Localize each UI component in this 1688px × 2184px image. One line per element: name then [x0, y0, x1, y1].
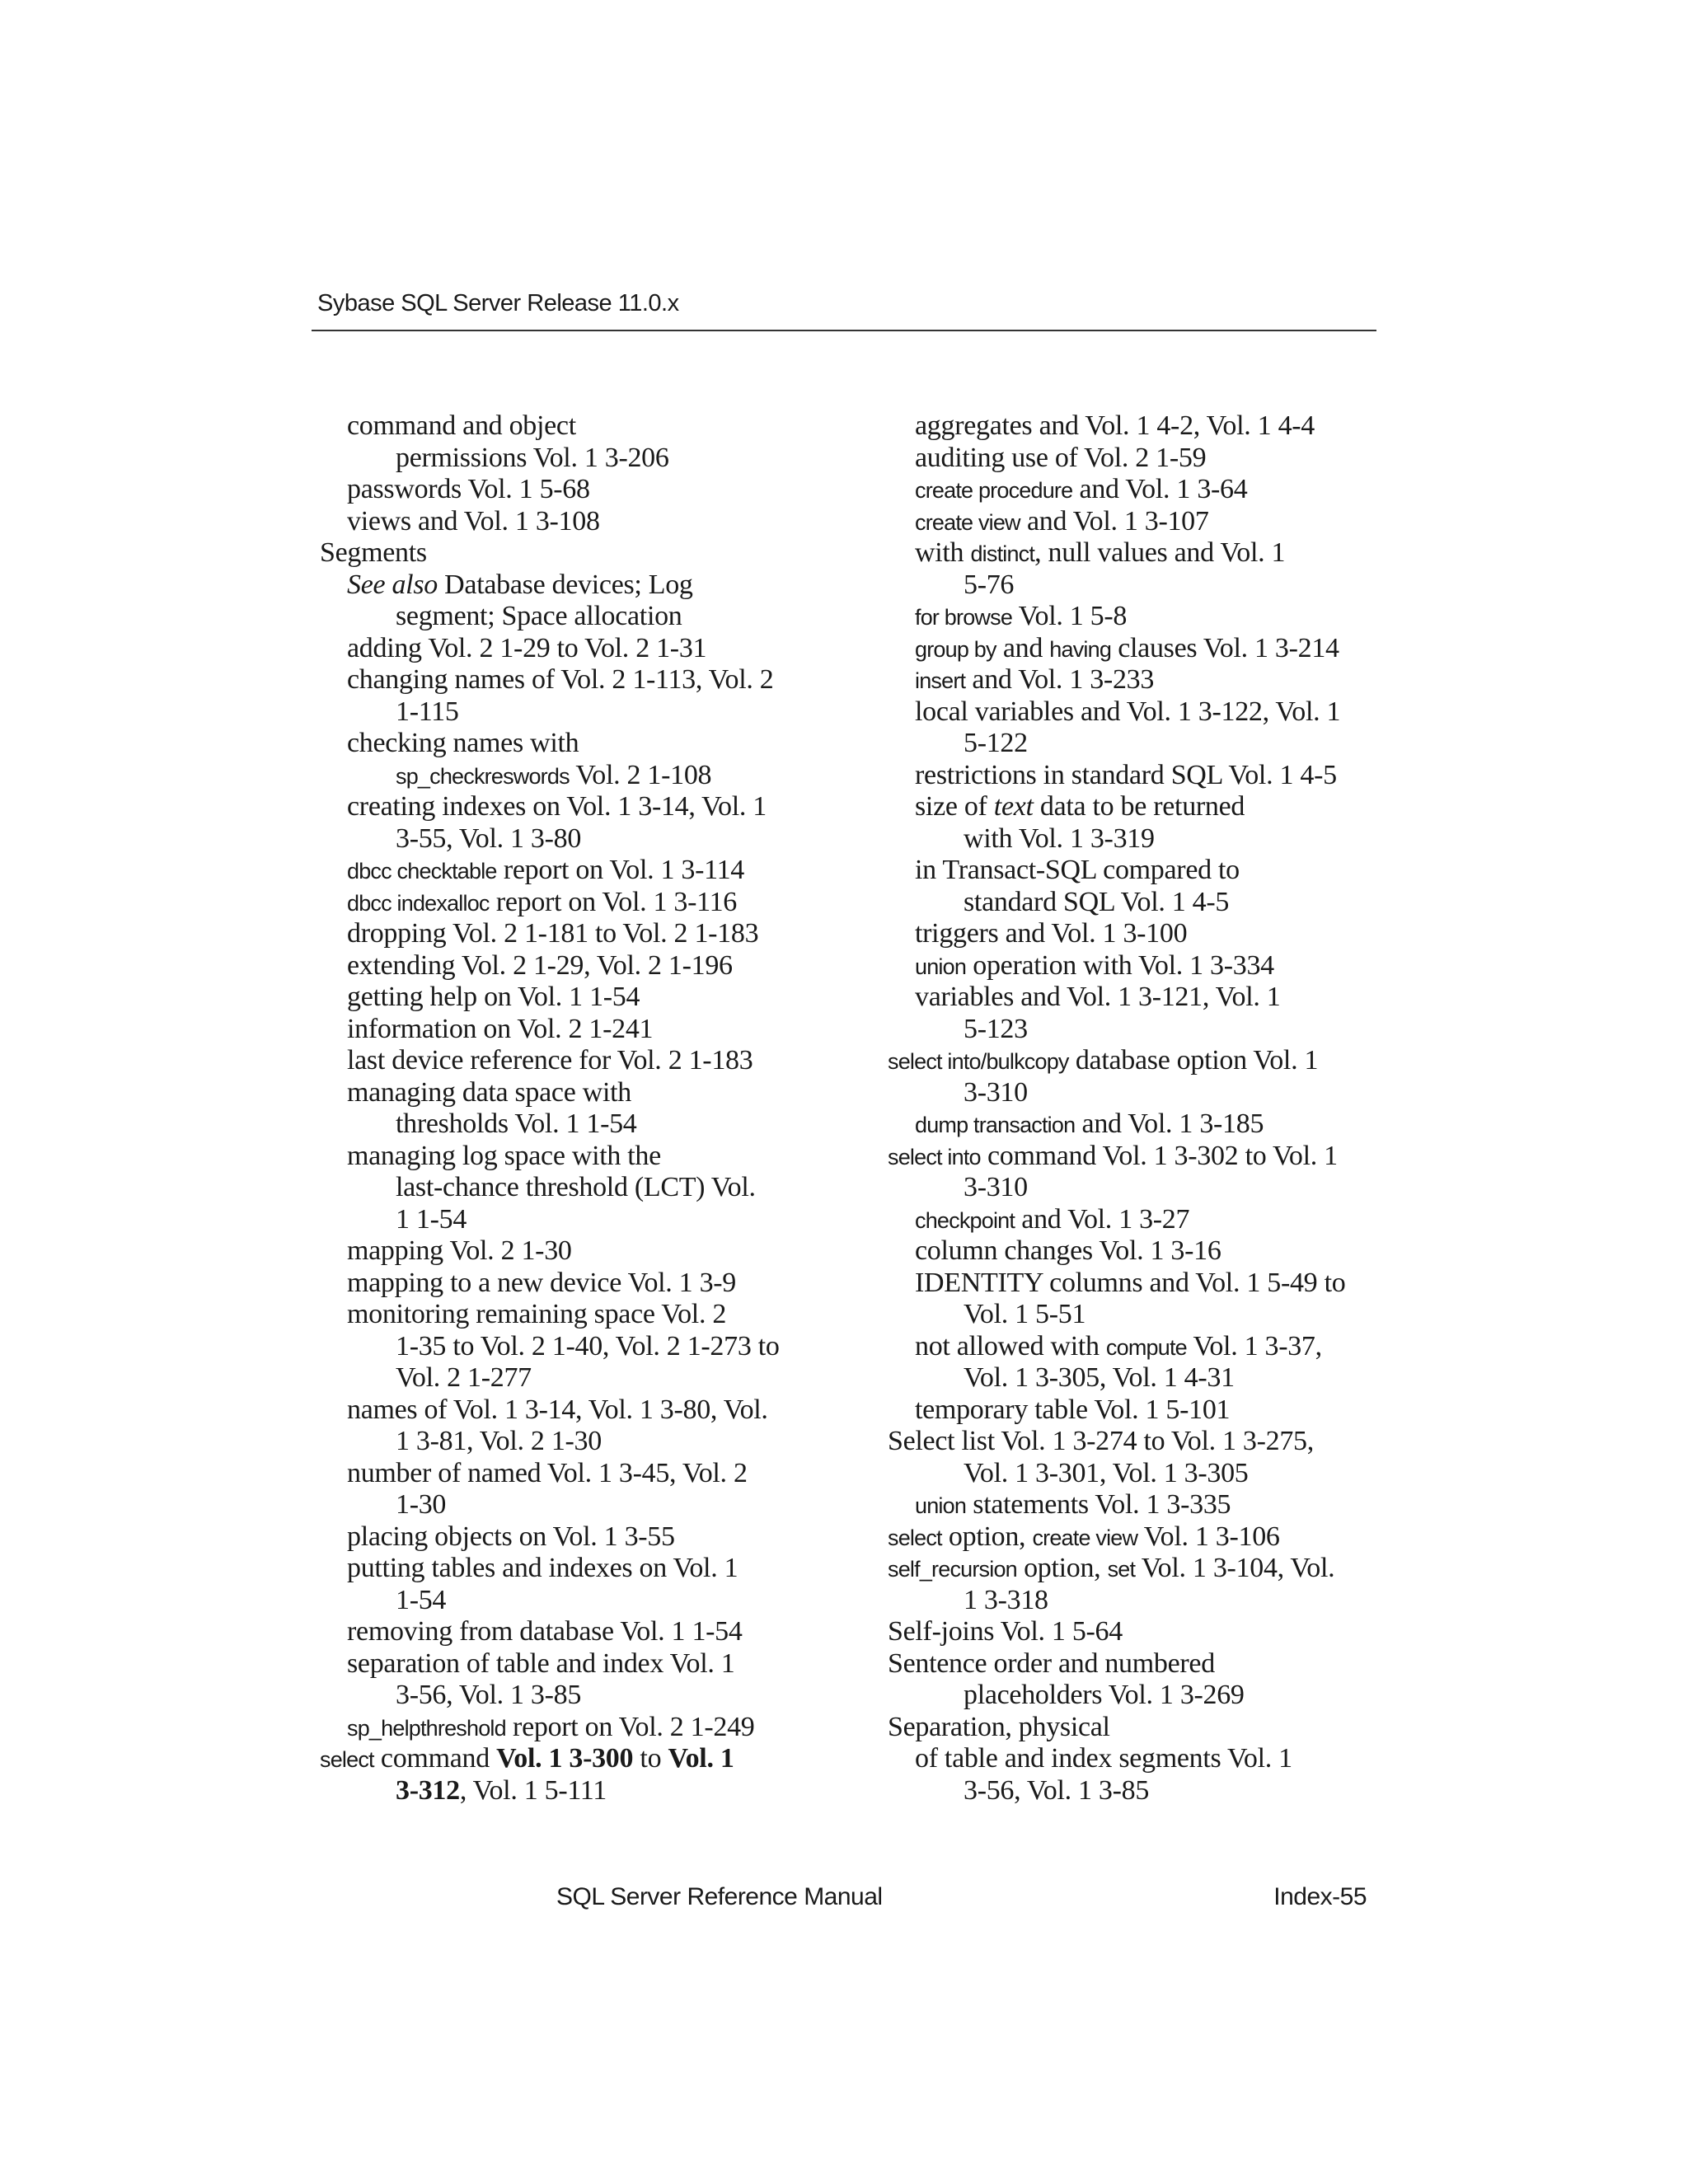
- index-entry-line: [320, 1045, 831, 1077]
- index-entry-line: [888, 728, 1399, 760]
- index-entry-text: Vol. 1 3-301, Vol. 1 3-305: [964, 1457, 1249, 1488]
- index-entry-text: having: [1049, 636, 1112, 662]
- index-entry-text: restrictions in standard SQL Vol. 1 4-5: [915, 759, 1337, 790]
- index-entry-text: creating indexes on Vol. 1 3-14, Vol. 1: [347, 791, 767, 822]
- index-entry-line: [320, 696, 831, 729]
- index-entry-text: and: [996, 632, 1050, 663]
- index-entry-text: aggregates and Vol. 1 4-2, Vol. 1 4-4: [915, 410, 1315, 441]
- index-entry-text: 5-122: [964, 728, 1028, 758]
- index-entry-text: placing objects on Vol. 1 3-55: [347, 1521, 675, 1552]
- index-entry-text: statements Vol. 1 3-335: [966, 1489, 1231, 1520]
- index-entry-text: and Vol. 1 3-233: [965, 664, 1155, 695]
- index-entry-line: [888, 1712, 1399, 1744]
- index-entry-text: Sentence order and numbered: [888, 1647, 1215, 1679]
- index-entry-line: [320, 601, 831, 633]
- index-entry-text: 1-35 to Vol. 2 1-40, Vol. 2 1-273 to: [396, 1330, 780, 1361]
- index-entry-line: [888, 1172, 1399, 1204]
- index-entry-line: [320, 728, 831, 760]
- index-entry-line: [320, 1521, 831, 1554]
- running-header: Sybase SQL Server Release 11.0.x: [317, 290, 679, 316]
- index-entry-text: with: [915, 537, 971, 568]
- index-entry-text: Vol. 1 3-305, Vol. 1 4-31: [964, 1362, 1235, 1393]
- index-entry-text: Vol. 1: [668, 1743, 734, 1774]
- index-entry-line: [888, 1141, 1399, 1173]
- index-entry-text: removing from database Vol. 1 1-54: [347, 1616, 743, 1647]
- index-entry-line: [888, 855, 1399, 887]
- index-entry-text: to: [633, 1743, 668, 1774]
- index-entry-text: 3-56, Vol. 1 3-85: [396, 1680, 582, 1710]
- index-entry-text: text: [993, 791, 1034, 822]
- index-entry-text: Vol. 1 3-104, Vol.: [1135, 1553, 1335, 1583]
- index-entry-text: select: [888, 1525, 942, 1550]
- index-entry-text: monitoring remaining space Vol. 2: [347, 1299, 727, 1329]
- index-entry-text: sp_checkreswords: [396, 763, 570, 789]
- index-entry-line: [888, 1108, 1399, 1141]
- index-entry-text: 3-310: [964, 1076, 1028, 1108]
- index-entry-line: [320, 474, 831, 506]
- index-entry-text: 1-115: [396, 696, 459, 727]
- index-entry-text: last-chance threshold (LCT) Vol.: [396, 1172, 756, 1202]
- index-entry-text: create view: [915, 509, 1020, 535]
- index-entry-text: group by: [915, 636, 996, 662]
- index-entry-line: [320, 569, 831, 602]
- index-entry-text: command: [373, 1743, 497, 1774]
- index-entry-text: dump transaction: [915, 1113, 1076, 1137]
- index-entry-text: checkpoint: [915, 1207, 1015, 1233]
- index-entry-text: 3-55, Vol. 1 3-80: [396, 823, 582, 854]
- index-entry-line: [320, 1204, 831, 1236]
- index-entry-text: passwords Vol. 1 5-68: [347, 474, 590, 504]
- index-entry-line: [320, 1775, 831, 1807]
- index-entry-text: 3-312: [396, 1774, 460, 1806]
- index-entry-line: [320, 1489, 831, 1521]
- index-entry-text: views and Vol. 1 3-108: [347, 505, 600, 537]
- index-entry-line: [888, 633, 1399, 665]
- index-entry-text: 1-30: [396, 1489, 447, 1520]
- index-entry-text: size of: [915, 791, 994, 822]
- index-entry-text: and Vol. 1 3-64: [1072, 474, 1248, 504]
- index-entry-text: compute: [1105, 1334, 1187, 1360]
- index-entry-text: IDENTITY columns and Vol. 1 5-49 to: [915, 1267, 1346, 1298]
- index-entry-text: variables and Vol. 1 3-121, Vol. 1: [915, 982, 1281, 1012]
- index-entry-text: and Vol. 1 3-107: [1020, 505, 1209, 537]
- index-entry-text: , Vol. 1 5-111: [459, 1774, 607, 1806]
- index-entry-line: [320, 1172, 831, 1204]
- index-entry-text: 1 3-318: [964, 1584, 1048, 1615]
- index-entry-text: checking names with: [347, 728, 579, 758]
- index-entry-text: and Vol. 1 3-185: [1075, 1108, 1264, 1139]
- index-entry-text: number of named Vol. 1 3-45, Vol. 2: [347, 1457, 748, 1488]
- index-entry-line: [888, 1045, 1399, 1077]
- index-entry-line: [320, 1108, 831, 1141]
- index-entry-line: [888, 1616, 1399, 1648]
- index-column-left: [320, 410, 831, 1807]
- index-entry-text: 3-56, Vol. 1 3-85: [964, 1774, 1150, 1806]
- index-entry-line: [888, 1743, 1399, 1775]
- index-entry-line: [320, 1077, 831, 1109]
- index-entry-line: [320, 1394, 831, 1427]
- index-entry-line: [320, 410, 831, 443]
- index-entry-text: 5-123: [964, 1013, 1028, 1044]
- index-entry-line: [320, 1268, 831, 1300]
- index-entry-text: names of Vol. 1 3-14, Vol. 1 3-80, Vol.: [347, 1394, 768, 1425]
- index-entry-line: [320, 633, 831, 665]
- index-entry-text: insert: [915, 668, 966, 693]
- index-entry-line: [888, 1489, 1399, 1521]
- index-entry-text: not allowed with: [915, 1330, 1106, 1361]
- index-entry-line: [888, 1077, 1399, 1109]
- index-entry-line: [320, 887, 831, 919]
- index-entry-text: option,: [941, 1521, 1033, 1552]
- footer-page-number: Index-55: [1273, 1883, 1367, 1910]
- index-entry-text: Separation, physical: [888, 1711, 1110, 1742]
- index-entry-text: mapping to a new device Vol. 1 3-9: [347, 1267, 737, 1298]
- index-entry-line: [888, 664, 1399, 696]
- index-entry-line: [320, 918, 831, 950]
- index-entry-line: [888, 1394, 1399, 1427]
- index-entry-line: [320, 1331, 831, 1363]
- index-entry-line: [320, 1426, 831, 1458]
- index-entry-line: [888, 569, 1399, 602]
- index-entry-line: [320, 1235, 831, 1268]
- index-entry-line: [320, 1648, 831, 1680]
- index-entry-text: and Vol. 1 3-27: [1015, 1203, 1190, 1235]
- index-entry-text: adding Vol. 2 1-29 to Vol. 2 1-31: [347, 632, 707, 663]
- index-entry-line: [320, 760, 831, 792]
- index-entry-line: [888, 950, 1399, 982]
- index-column-right: [888, 410, 1399, 1807]
- index-entry-text: sp_helpthreshold: [347, 1715, 506, 1741]
- index-entry-line: [888, 1585, 1399, 1617]
- index-entry-text: distinct: [970, 541, 1035, 566]
- index-entry-text: dbcc indexalloc: [347, 890, 490, 916]
- index-entry-line: [888, 1521, 1399, 1554]
- index-entry-text: segment; Space allocation: [396, 601, 682, 631]
- index-entry-line: [320, 1458, 831, 1490]
- index-entry-text: select into/bulkcopy: [888, 1049, 1069, 1074]
- index-entry-text: Vol. 1 5-8: [1012, 601, 1128, 631]
- index-entry-text: Vol. 1 3-37,: [1186, 1330, 1322, 1361]
- index-entry-text: Vol. 1 3-106: [1137, 1521, 1280, 1552]
- index-entry-text: extending Vol. 2 1-29, Vol. 2 1-196: [347, 949, 733, 981]
- index-entry-text: Vol. 1 3-300: [496, 1743, 634, 1774]
- index-entry-line: [320, 855, 831, 887]
- index-entry-text: clauses Vol. 1 3-214: [1111, 632, 1339, 663]
- index-entry-text: create view: [1032, 1525, 1138, 1550]
- index-entry-text: Vol. 2 1-108: [569, 759, 712, 790]
- index-entry-text: managing log space with the: [347, 1140, 661, 1171]
- index-entry-text: local variables and Vol. 1 3-122, Vol. 1: [915, 696, 1341, 727]
- index-entry-line: [320, 1014, 831, 1046]
- index-entry-text: dbcc checktable: [347, 859, 497, 883]
- index-entry-line: [888, 918, 1399, 950]
- index-entry-line: [888, 1235, 1399, 1268]
- index-entry-line: [320, 982, 831, 1014]
- index-entry-line: [888, 791, 1399, 823]
- index-entry-text: union: [915, 954, 967, 979]
- index-entry-line: [888, 696, 1399, 729]
- index-entry-line: [888, 823, 1399, 855]
- index-entry-line: [888, 1299, 1399, 1331]
- index-entry-line: [320, 1743, 831, 1775]
- index-entry-line: [320, 1680, 831, 1712]
- index-entry-text: dropping Vol. 2 1-181 to Vol. 2 1-183: [347, 918, 759, 949]
- index-entry-text: putting tables and indexes on Vol. 1: [347, 1553, 738, 1583]
- index-entry-line: [888, 1775, 1399, 1807]
- index-entry-text: information on Vol. 2 1-241: [347, 1013, 654, 1044]
- index-entry-line: [888, 1458, 1399, 1490]
- index-entry-line: [320, 1616, 831, 1648]
- index-entry-line: [888, 760, 1399, 792]
- index-entry-text: Database devices; Log: [437, 569, 693, 600]
- index-entry-text: Vol. 2 1-277: [396, 1362, 532, 1393]
- index-entry-line: [320, 506, 831, 538]
- index-entry-line: [888, 601, 1399, 633]
- index-entry-text: 1-54: [396, 1584, 447, 1615]
- index-entry-text: See also: [347, 569, 438, 600]
- index-entry-text: command Vol. 1 3-302 to Vol. 1: [980, 1140, 1338, 1171]
- index-entry-text: managing data space with: [347, 1076, 631, 1108]
- index-entry-text: of table and index segments Vol. 1: [915, 1743, 1292, 1774]
- index-entry-text: changing names of Vol. 2 1-113, Vol. 2: [347, 664, 774, 695]
- index-entry-text: select into: [888, 1144, 981, 1169]
- index-entry-line: [888, 1204, 1399, 1236]
- index-entry-line: [320, 664, 831, 696]
- index-entry-text: , null values and Vol. 1: [1034, 537, 1286, 568]
- index-entry-text: separation of table and index Vol. 1: [347, 1647, 735, 1679]
- index-entry-text: getting help on Vol. 1 1-54: [347, 982, 640, 1012]
- index-entry-line: [888, 1268, 1399, 1300]
- index-entry-text: 1 3-81, Vol. 2 1-30: [396, 1426, 602, 1456]
- footer-manual-title: SQL Server Reference Manual: [556, 1883, 883, 1910]
- index-entry-text: option,: [1016, 1553, 1108, 1583]
- index-entry-line: [888, 887, 1399, 919]
- index-entry-text: in Transact-SQL compared to: [915, 855, 1240, 885]
- index-entry-text: command and object: [347, 410, 576, 441]
- index-entry-line: [888, 1331, 1399, 1363]
- index-entry-line: [320, 1362, 831, 1394]
- index-entry-line: [888, 1362, 1399, 1394]
- index-entry-line: [888, 410, 1399, 443]
- index-entry-text: auditing use of Vol. 2 1-59: [915, 442, 1207, 473]
- index-entry-line: [320, 823, 831, 855]
- index-entry-text: 5-76: [964, 569, 1015, 600]
- index-entry-line: [888, 1553, 1399, 1585]
- index-entry-text: 3-310: [964, 1172, 1028, 1202]
- index-entry-line: [888, 1680, 1399, 1712]
- index-entry-text: union: [915, 1493, 967, 1518]
- index-entry-line: [888, 1014, 1399, 1046]
- index-entry-text: create procedure: [915, 478, 1073, 503]
- index-entry-line: [320, 537, 831, 569]
- index-entry-text: operation with Vol. 1 3-334: [966, 949, 1274, 981]
- index-entry-text: triggers and Vol. 1 3-100: [915, 918, 1188, 949]
- index-entry-text: report on Vol. 1 3-114: [496, 855, 744, 885]
- header-rule: [312, 330, 1376, 331]
- index-entry-line: [320, 950, 831, 982]
- index-entry-text: data to be returned: [1033, 791, 1245, 822]
- index-entry-text: report on Vol. 1 3-116: [489, 886, 737, 917]
- index-entry-text: with Vol. 1 3-319: [964, 823, 1155, 854]
- index-entry-line: [888, 506, 1399, 538]
- index-entry-text: 1 1-54: [396, 1203, 467, 1235]
- index-entry-line: [320, 1141, 831, 1173]
- index-entry-text: placeholders Vol. 1 3-269: [964, 1680, 1245, 1710]
- index-entry-text: report on Vol. 2 1-249: [505, 1711, 755, 1742]
- index-entry-text: permissions Vol. 1 3-206: [396, 442, 669, 473]
- index-entry-line: [888, 1648, 1399, 1680]
- index-entry-line: [320, 1712, 831, 1744]
- index-entry-text: select: [320, 1747, 374, 1772]
- index-entry-text: last device reference for Vol. 2 1-183: [347, 1045, 753, 1076]
- index-entry-text: temporary table Vol. 1 5-101: [915, 1394, 1231, 1425]
- index-entry-line: [320, 791, 831, 823]
- index-entry-text: for browse: [915, 605, 1013, 630]
- index-entry-text: mapping Vol. 2 1-30: [347, 1235, 572, 1266]
- index-entry-line: [888, 982, 1399, 1014]
- index-entry-text: Self-joins Vol. 1 5-64: [888, 1616, 1123, 1647]
- index-entry-text: database option Vol. 1: [1068, 1045, 1319, 1076]
- index-entry-text: Segments: [320, 537, 427, 568]
- index-entry-line: [320, 1585, 831, 1617]
- index-entry-line: [320, 1553, 831, 1585]
- index-entry-line: [320, 443, 831, 475]
- index-entry-text: set: [1107, 1557, 1136, 1582]
- index-entry-line: [320, 1299, 831, 1331]
- index-entry-text: column changes Vol. 1 3-16: [915, 1235, 1221, 1266]
- index-entry-line: [888, 537, 1399, 569]
- index-entry-text: Vol. 1 5-51: [964, 1299, 1086, 1329]
- index-entry-line: [888, 443, 1399, 475]
- index-entry-line: [888, 1426, 1399, 1458]
- index-entry-line: [888, 474, 1399, 506]
- index-entry-text: self_recursion: [888, 1557, 1017, 1582]
- index-entry-text: Select list Vol. 1 3-274 to Vol. 1 3-275,: [888, 1426, 1314, 1456]
- index-entry-text: standard SQL Vol. 1 4-5: [964, 886, 1230, 917]
- index-entry-text: thresholds Vol. 1 1-54: [396, 1108, 637, 1139]
